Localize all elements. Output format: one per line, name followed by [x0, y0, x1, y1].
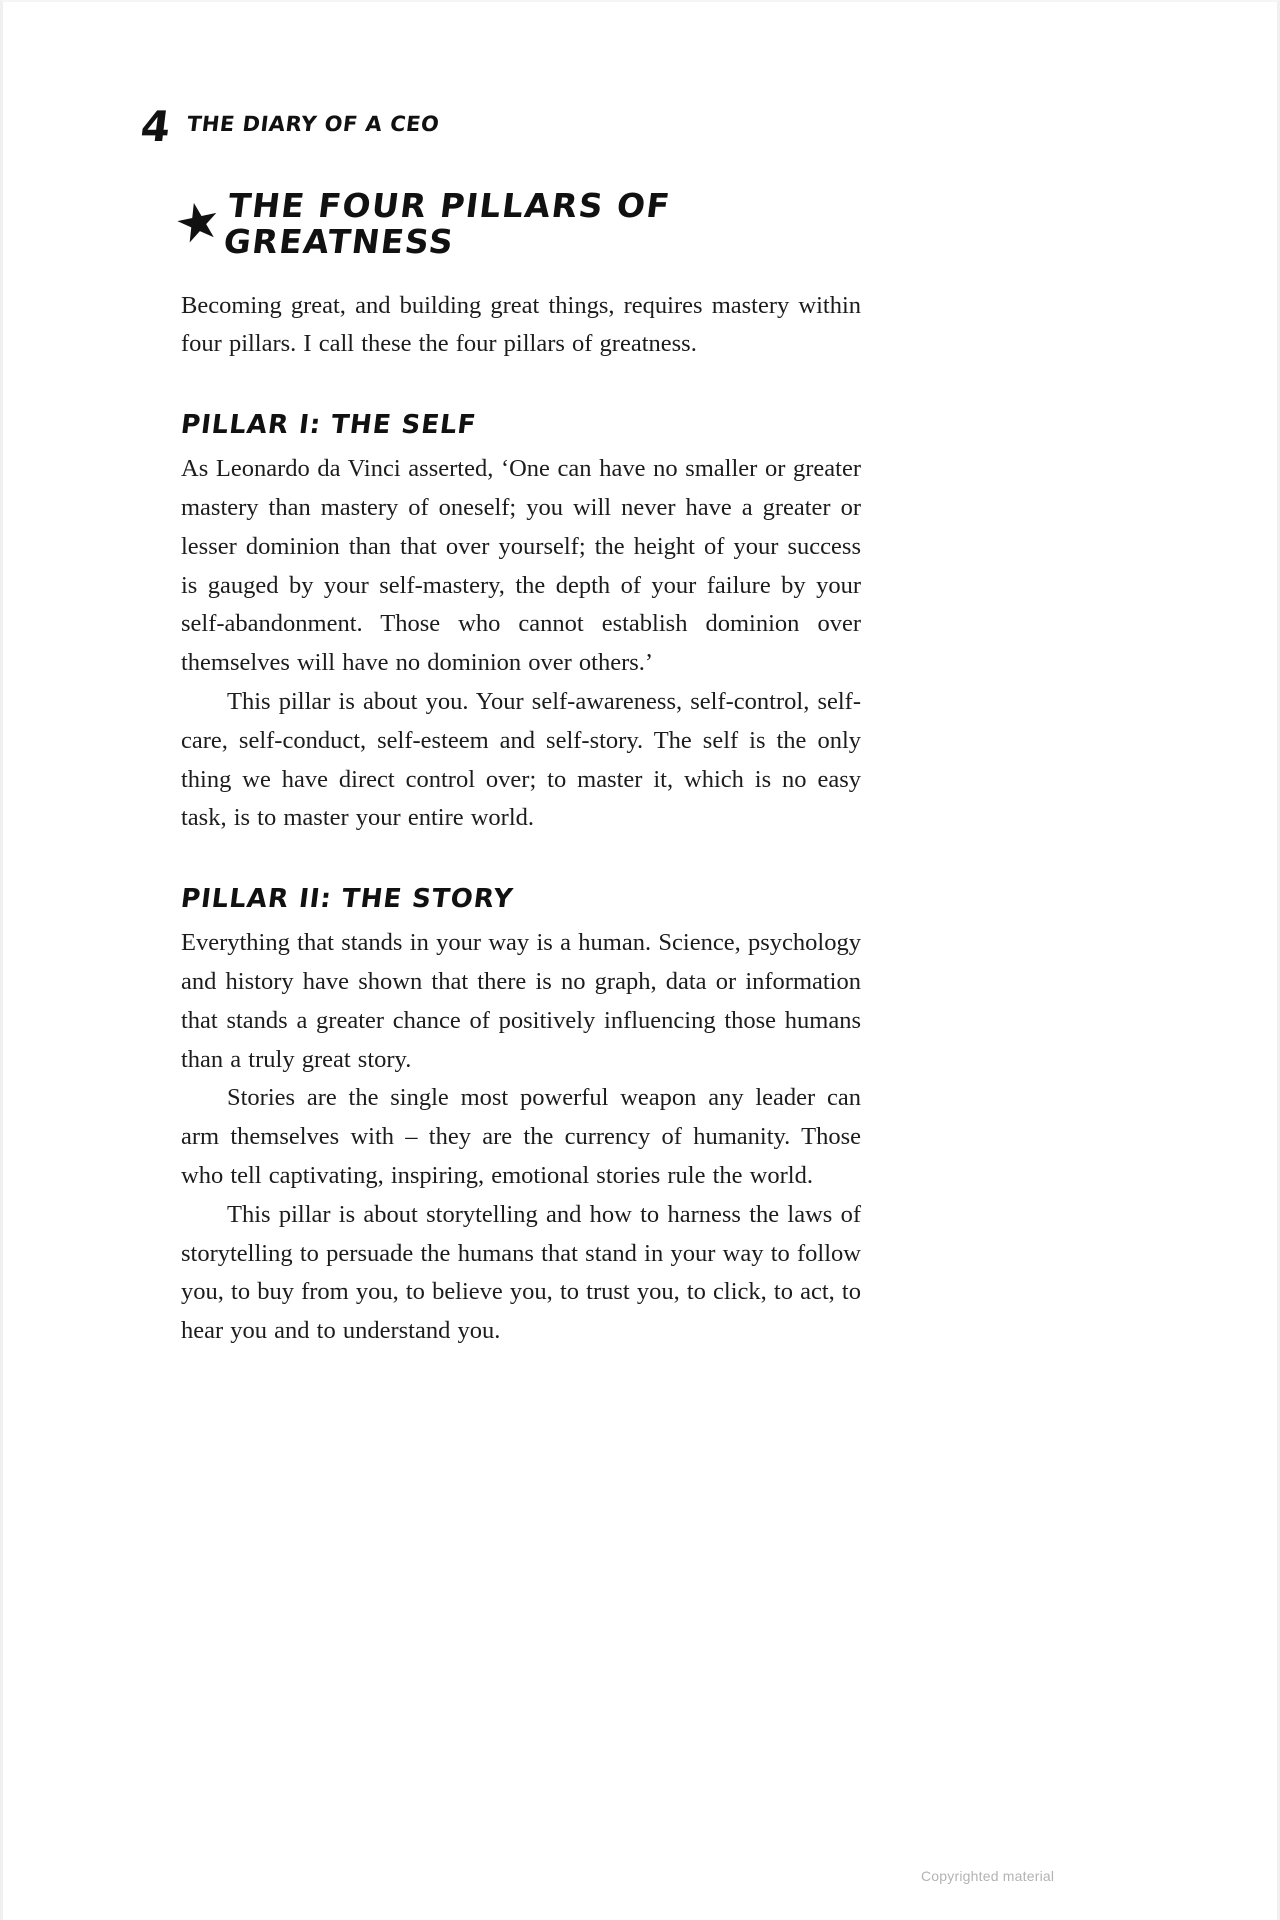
pillar-2-paragraph-1: Everything that stands in your way is a human. Science, psychology and history have shown that there is no graph, data or information that stands a greater chance of positively influencing those humans than a truly great story. — [181, 929, 861, 1073]
pillar-2-paragraph-3: This pillar is about storytelling and how to harness the laws of storytelling to persuade the humans that stand in your way to follow you, to buy from you, to believe you, to trust you, to click, to act, to hear you and to understand you. — [181, 1200, 861, 1345]
copyright-watermark: Copyrighted material — [921, 1868, 1055, 1884]
page-header — [138, 102, 442, 151]
pillar-2-paragraph-2: Stories are the single most powerful weapon any leader can arm themselves with – they are the currency of humanity. Those who tell captivating, inspiring, emotional stories rule the world. — [181, 1084, 861, 1189]
chapter-title-row — [169, 186, 861, 262]
star-icon: ★ — [169, 191, 227, 257]
running-head: THE DIARY OF A CEO — [185, 112, 442, 136]
section-heading-pillar-2 — [181, 884, 861, 914]
chapter-intro-paragraph: Becoming great, and building great things, requires mastery within four pillars. I call these the four pillars of greatness. — [181, 291, 861, 358]
page-number: 4 — [138, 102, 175, 151]
pillar-1-paragraph-1: As Leonardo da Vinci asserted, ‘One can have no smaller or greater mastery than mastery of oneself; you will never have a greater or lesser dominion than that over yourself; the height of your success is gauged by your self-mastery, the depth of your failure by your self-abandonment. Those who cannot establish dominion over themselves will have no dominion over others.’ — [181, 455, 861, 677]
section-heading-pillar-2-label: PILLAR II: THE STORY — [179, 884, 515, 915]
chapter-title: THE FOUR PILLARS OF GREATNESS — [221, 186, 673, 262]
pillar-1-paragraph-2: This pillar is about you. Your self-awareness, self-control, self-care, self-conduct, self-esteem and self-story. The self is the only thing we have direct control over; to master it, which is no easy task, is to master your entire world. — [181, 687, 861, 832]
section-heading-pillar-1-label: PILLAR I: THE SELF — [179, 410, 479, 441]
page-content — [169, 186, 861, 1351]
section-heading-pillar-1 — [181, 410, 861, 440]
